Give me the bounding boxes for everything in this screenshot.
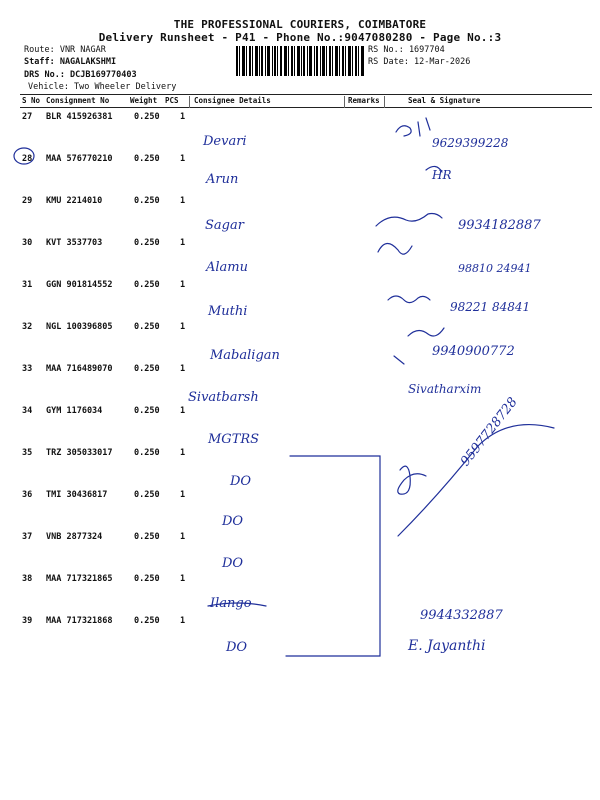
row-pcs: 1 [180,196,186,206]
hw-signature-phone: 9934182887 [458,218,541,233]
table-row [22,238,232,250]
row-weight: 0.250 [134,616,160,626]
hw-signature-phone: 9940900772 [432,344,515,359]
col-pcs: PCS [165,96,179,105]
table-row [22,280,232,292]
row-sno: 31 [22,280,33,290]
row-consignment-no: KMU 2214010 [46,196,103,206]
hw-name: Alamu [206,260,248,275]
hw-name: Ilango [210,596,252,611]
hw-name: Devari [203,134,247,149]
row-consignment-no: VNB 2877324 [46,532,103,542]
table-row [22,574,232,586]
company-title: THE PROFESSIONAL COURIERS, COIMBATORE [173,18,427,31]
row-sno: 28 [22,154,33,164]
row-consignment-no: TMI 30436817 [46,490,108,500]
row-pcs: 1 [180,280,186,290]
hw-signature-phone: 98221 84841 [450,300,531,314]
hw-name: DO [230,474,252,489]
table-row [22,448,232,460]
col-remarks: Remarks [348,96,380,105]
row-pcs: 1 [180,364,186,374]
row-consignment-no: GGN 901814552 [46,280,113,290]
row-sno: 36 [22,490,33,500]
table-row [22,490,232,502]
col-consignment: Consignment No [46,96,110,105]
hw-name: Arun [206,172,239,187]
hw-name: Mabaligan [210,348,280,363]
row-weight: 0.250 [134,490,160,500]
col-divider [189,96,190,108]
row-consignment-no: GYM 1176034 [46,406,103,416]
row-weight: 0.250 [134,322,160,332]
row-pcs: 1 [180,238,186,248]
col-weight: Weight [130,96,158,105]
row-weight: 0.250 [134,406,160,416]
table-row [22,154,232,166]
table-row [22,532,232,544]
row-consignment-no: NGL 100396805 [46,322,113,332]
hw-signature-phone: 98810 24941 [458,262,532,275]
table-row [22,406,232,418]
hw-name: Muthi [208,304,248,319]
vehicle-label: Vehicle: Two Wheeler Delivery [28,82,177,92]
hw-signature: E. Jayanthi [408,638,486,654]
row-weight: 0.250 [134,154,160,164]
table-row [22,196,232,208]
header-bottom-rule [20,107,592,108]
row-pcs: 1 [180,532,186,542]
hw-name: DO [226,640,248,655]
row-pcs: 1 [180,154,186,164]
row-pcs: 1 [180,406,186,416]
drs-label: DRS No.: DCJB169770403 [24,70,137,80]
row-weight: 0.250 [134,196,160,206]
row-sno: 33 [22,364,33,374]
row-pcs: 1 [180,574,186,584]
hw-signature-phone: 9944332887 [420,608,503,623]
row-weight: 0.250 [134,532,160,542]
table-row [22,322,232,334]
staff-label: Staff: NAGALAKSHMI [24,57,117,67]
row-consignment-no: MAA 716489070 [46,364,113,374]
row-weight: 0.250 [134,448,160,458]
runsheet-subtitle: Delivery Runsheet - P41 - Phone No.:9047080280 - Page No.:3 [98,31,502,44]
rs-date-label: RS Date: 12-Mar-2026 [368,57,471,67]
hw-signature-phone: 9629399228 [432,136,509,150]
row-sno: 27 [22,112,33,122]
row-weight: 0.250 [134,238,160,248]
col-divider [344,96,345,108]
row-pcs: 1 [180,616,186,626]
row-sno: 29 [22,196,33,206]
col-consignee: Consignee Details [194,96,271,105]
row-sno: 32 [22,322,33,332]
hw-signature-phone: 9597728728 [458,394,521,470]
row-sno: 34 [22,406,33,416]
hw-signature: HR [432,168,452,182]
col-divider [384,96,385,108]
row-sno: 37 [22,532,33,542]
table-row [22,112,232,124]
row-sno: 39 [22,616,33,626]
row-pcs: 1 [180,490,186,500]
row-weight: 0.250 [134,574,160,584]
col-sno: S No [22,96,41,105]
row-weight: 0.250 [134,112,160,122]
row-sno: 38 [22,574,33,584]
row-consignment-no: KVT 3537703 [46,238,103,248]
row-pcs: 1 [180,322,186,332]
hw-signature: Sivatharxim [408,382,482,396]
hw-name: Sivatbarsh [188,390,259,405]
rs-no-label: RS No.: 1697704 [368,45,445,55]
hw-name: MGTRS [208,432,260,447]
table-row [22,616,232,628]
row-weight: 0.250 [134,364,160,374]
row-consignment-no: TRZ 305033017 [46,448,113,458]
hw-name: DO [222,514,244,529]
barcode-image [236,46,364,76]
header-top-rule [20,94,592,95]
row-consignment-no: MAA 717321865 [46,574,113,584]
table-row [22,364,232,376]
hw-name: DO [222,556,244,571]
hw-name: Sagar [205,218,244,233]
row-consignment-no: MAA 717321868 [46,616,113,626]
row-sno: 30 [22,238,33,248]
row-sno: 35 [22,448,33,458]
row-consignment-no: BLR 415926381 [46,112,113,122]
row-consignment-no: MAA 576770210 [46,154,113,164]
row-weight: 0.250 [134,280,160,290]
row-pcs: 1 [180,448,186,458]
route-label: Route: VNR NAGAR [24,45,106,55]
col-seal: Seal & Signature [408,96,481,105]
row-pcs: 1 [180,112,186,122]
